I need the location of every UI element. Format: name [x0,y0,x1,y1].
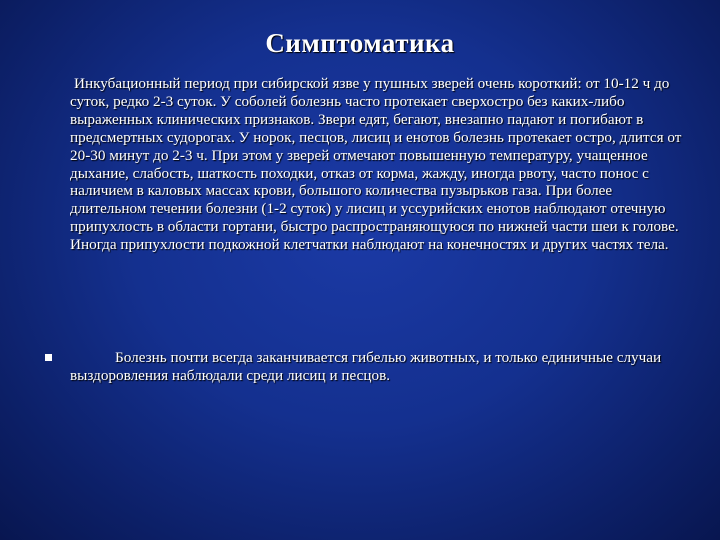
paragraph-incubation: Инкубационный период при сибирской язве у пушных зверей очень короткий: от 10-12 ч до суток, редко 2-3 суток. У соболей болезнь часто протекает сверхостро без каких-либо выраженных клинических признаков. Звери едят, бегают, внезапно падают и погибают в предсмертных судорогах. У норок, песцов, лисиц и енотов болезнь протекает остро, длится от 20-30 минут до 2-3 ч. При этом у зверей отмечают повышенную температуру, учащенное дыхание, слабость, шаткость походки, отказ от корма, жажду, иногда рвоту, часто понос с наличием в каловых массах крови, большого количества пузырьков газа. При более длительном течении болезни (1-2 суток) у лисиц и уссурийских енотов наблюдают отечную припухлость в области гортани, быстро распространяющуюся по нижней части шеи к голове. Иногда припухлости подкожной клетчатки наблюдают на конечностях и других частях тела. [70,75,682,254]
square-bullet-icon [45,354,52,361]
paragraph-outcome: Болезнь почти всегда заканчивается гибелью животных, и только единичные случаи выздоровления наблюдали среди лисиц и песцов. [70,349,662,384]
slide-title: Симптоматика [265,28,455,58]
